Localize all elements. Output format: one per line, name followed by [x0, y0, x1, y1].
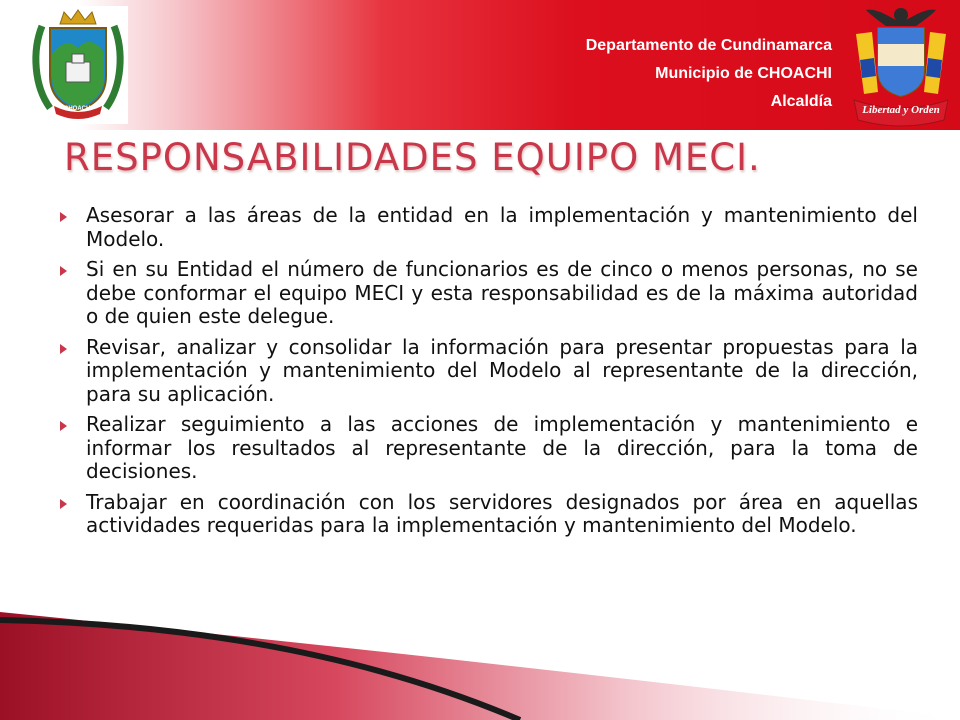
department-name: Departamento de Cundinamarca [585, 37, 832, 54]
list-item-text: Si en su Entidad el número de funcionarios es de cinco o menos personas, no se debe conformar el equipo MECI y esta responsabilidad es de la máxima autoridad o de quien este delegue. [86, 257, 918, 328]
page-title: RESPONSABILIDADES EQUIPO MECI. [64, 136, 761, 179]
header-text-block [586, 32, 832, 116]
office-name: Alcaldía [770, 93, 832, 110]
list-item-text: Realizar seguimiento a las acciones de implementación y mantenimiento e informar los resultados al representante de la dirección, para la toma de decisiones. [86, 412, 918, 483]
motto-ribbon-text: Libertad y Orden [862, 104, 940, 116]
list-item [60, 336, 918, 407]
left-logo-ribbon-text: CHOACHI [64, 106, 92, 112]
list-item [60, 491, 918, 538]
bullet-arrow-icon [60, 266, 67, 276]
list-item [60, 258, 918, 329]
list-item-text: Asesorar a las áreas de la entidad en la implementación y mantenimiento del Modelo. [86, 203, 918, 251]
municipality-name: Municipio de CHOACHI [655, 65, 832, 82]
bullet-arrow-icon [60, 344, 67, 354]
bullet-arrow-icon [60, 499, 67, 509]
list-item-text: Trabajar en coordinación con los servidores designados por área en aquellas actividades requeridas para la implementación y mantenimiento del Modelo. [86, 489, 918, 537]
bullet-arrow-icon [60, 212, 67, 222]
decorative-swoosh [0, 600, 960, 720]
list-item [60, 413, 918, 484]
list-item [60, 204, 918, 251]
bullet-arrow-icon [60, 421, 67, 431]
list-item-text: Revisar, analizar y consolidar la información para presentar propuestas para la implementación y mantenimiento del Modelo al representante de la dirección, para su aplicación. [86, 334, 918, 406]
bullet-list [60, 204, 918, 545]
